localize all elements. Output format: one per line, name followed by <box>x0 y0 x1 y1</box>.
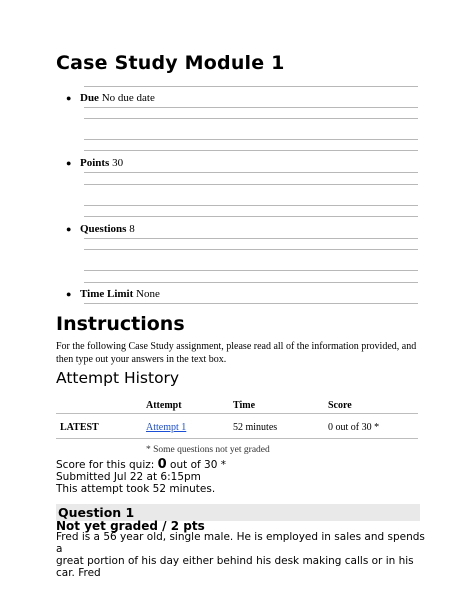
question-text <box>56 531 426 579</box>
question-text-line: Fred is a 56 year old, single male. He is employed in sales and spends a <box>56 531 425 555</box>
detail-value: No due date <box>101 92 155 104</box>
attempt-cell <box>146 422 186 433</box>
divider <box>84 86 418 87</box>
detail-label: Points <box>80 157 110 169</box>
duration-text: This attempt took 52 minutes. <box>56 483 216 495</box>
divider <box>84 216 418 217</box>
divider <box>84 205 418 206</box>
bullet-icon: ● <box>66 224 72 234</box>
attempt-link[interactable]: Attempt 1 <box>146 422 187 433</box>
score-cell: 0 out of 30 * <box>328 422 380 433</box>
column-header-time: Time <box>233 400 256 411</box>
question-status: Not yet graded / 2 pts <box>56 519 205 533</box>
score-prefix: Score for this quiz: <box>56 459 155 471</box>
detail-label: Questions <box>80 223 127 235</box>
score-suffix: out of 30 * <box>170 459 226 471</box>
question-text-line: great portion of his day either behind his desk making calls or in his car. Fred <box>56 555 414 579</box>
divider <box>84 184 418 185</box>
divider <box>84 249 418 250</box>
divider <box>84 172 418 173</box>
detail-points <box>66 157 123 170</box>
divider <box>84 118 418 119</box>
divider <box>84 238 418 239</box>
divider <box>84 303 418 304</box>
page-title: Case Study Module 1 <box>56 52 285 74</box>
divider <box>84 107 418 108</box>
attempt-history-heading: Attempt History <box>56 369 180 387</box>
divider <box>84 139 418 140</box>
score-value: 0 <box>157 457 167 472</box>
instructions-heading: Instructions <box>56 313 185 335</box>
divider <box>84 150 418 151</box>
grading-note: * Some questions not yet graded <box>146 445 270 455</box>
detail-label: Due <box>80 92 99 104</box>
detail-value: 30 <box>112 157 124 169</box>
bullet-icon: ● <box>66 158 72 168</box>
column-header-score: Score <box>328 400 352 411</box>
score-summary <box>56 459 226 495</box>
detail-time-limit <box>66 288 160 301</box>
divider <box>84 270 418 271</box>
submitted-text: Submitted Jul 22 at 6:15pm <box>56 471 201 483</box>
instructions-text: For the following Case Study assignment, please read all of the information provided, and then type out your answers in the text box. <box>56 341 417 365</box>
divider <box>84 282 418 283</box>
question-heading: Question 1 <box>56 504 420 521</box>
table-divider <box>56 438 418 439</box>
detail-questions <box>66 223 135 236</box>
detail-label: Time Limit <box>80 288 134 300</box>
table-divider <box>56 413 418 414</box>
detail-value: None <box>136 288 160 300</box>
row-label-latest: LATEST <box>60 422 99 433</box>
bullet-icon: ● <box>66 93 72 103</box>
time-cell: 52 minutes <box>233 422 278 433</box>
bullet-icon: ● <box>66 289 72 299</box>
column-header-attempt: Attempt <box>146 400 182 411</box>
detail-value: 8 <box>129 223 135 235</box>
detail-due <box>66 92 155 105</box>
